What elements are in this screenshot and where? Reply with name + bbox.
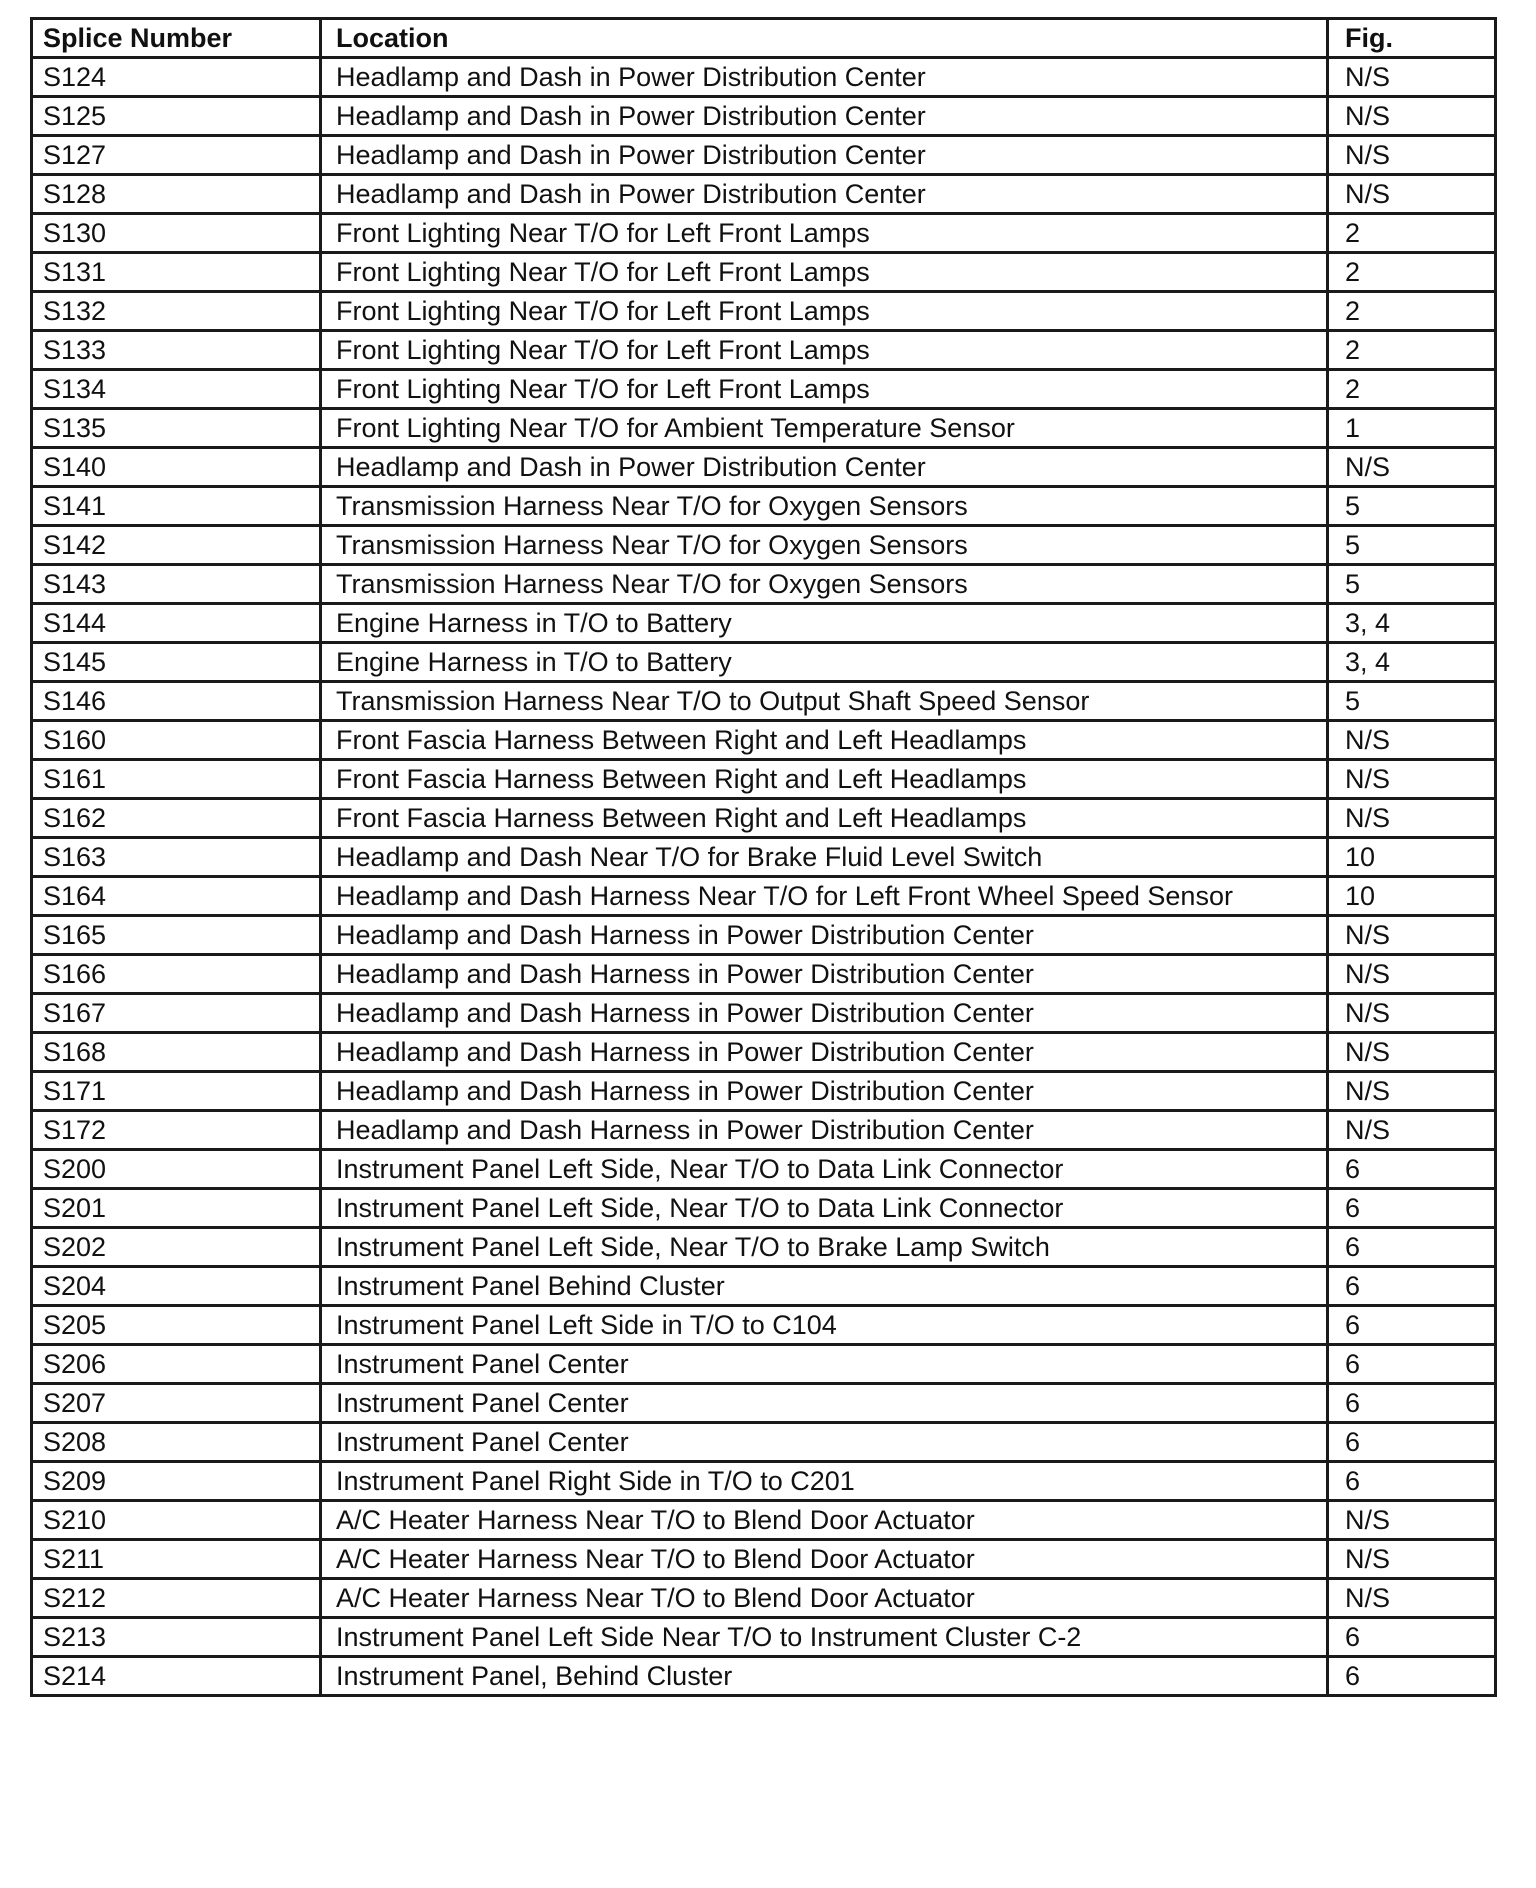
- fig-cell: N/S: [1328, 1540, 1496, 1579]
- fig-cell: 6: [1328, 1345, 1496, 1384]
- table-row: [32, 526, 1496, 565]
- table-row: [32, 604, 1496, 643]
- table-row: [32, 58, 1496, 97]
- table-row: [32, 1462, 1496, 1501]
- location-cell: Headlamp and Dash Harness in Power Distribution Center: [321, 916, 1328, 955]
- fig-cell: N/S: [1328, 136, 1496, 175]
- table-row: [32, 565, 1496, 604]
- splice-number-cell: S127: [32, 136, 321, 175]
- location-cell: Instrument Panel Behind Cluster: [321, 1267, 1328, 1306]
- splice-number-cell: S165: [32, 916, 321, 955]
- splice-number-cell: S167: [32, 994, 321, 1033]
- table-row: [32, 838, 1496, 877]
- splice-number-cell: S213: [32, 1618, 321, 1657]
- splice-number-cell: S166: [32, 955, 321, 994]
- table-row: [32, 994, 1496, 1033]
- splice-number-cell: S146: [32, 682, 321, 721]
- fig-cell: 5: [1328, 487, 1496, 526]
- splice-number-cell: S210: [32, 1501, 321, 1540]
- location-cell: Front Lighting Near T/O for Ambient Temperature Sensor: [321, 409, 1328, 448]
- table-row: [32, 799, 1496, 838]
- splice-number-cell: S208: [32, 1423, 321, 1462]
- fig-cell: N/S: [1328, 721, 1496, 760]
- table-row: [32, 916, 1496, 955]
- table-row: [32, 1111, 1496, 1150]
- location-cell: Headlamp and Dash Harness in Power Distribution Center: [321, 1033, 1328, 1072]
- location-cell: Engine Harness in T/O to Battery: [321, 643, 1328, 682]
- location-cell: Headlamp and Dash in Power Distribution Center: [321, 58, 1328, 97]
- fig-cell: 2: [1328, 253, 1496, 292]
- location-cell: Instrument Panel Left Side, Near T/O to Brake Lamp Switch: [321, 1228, 1328, 1267]
- table-row: [32, 97, 1496, 136]
- location-cell: Transmission Harness Near T/O for Oxygen Sensors: [321, 565, 1328, 604]
- table-row: [32, 877, 1496, 916]
- splice-number-cell: S134: [32, 370, 321, 409]
- location-cell: Front Lighting Near T/O for Left Front Lamps: [321, 331, 1328, 370]
- splice-number-cell: S130: [32, 214, 321, 253]
- fig-cell: 6: [1328, 1462, 1496, 1501]
- splice-number-cell: S161: [32, 760, 321, 799]
- table-row: [32, 1033, 1496, 1072]
- table-row: [32, 721, 1496, 760]
- fig-cell: 6: [1328, 1657, 1496, 1696]
- table-row: [32, 1345, 1496, 1384]
- location-cell: Instrument Panel Left Side in T/O to C104: [321, 1306, 1328, 1345]
- table-row: [32, 1540, 1496, 1579]
- fig-cell: 6: [1328, 1618, 1496, 1657]
- location-cell: Instrument Panel Left Side, Near T/O to Data Link Connector: [321, 1150, 1328, 1189]
- table-row: [32, 1150, 1496, 1189]
- table-row: [32, 1384, 1496, 1423]
- splice-number-cell: S164: [32, 877, 321, 916]
- fig-cell: N/S: [1328, 58, 1496, 97]
- table-row: [32, 487, 1496, 526]
- fig-cell: 1: [1328, 409, 1496, 448]
- splice-number-cell: S162: [32, 799, 321, 838]
- location-cell: A/C Heater Harness Near T/O to Blend Door Actuator: [321, 1579, 1328, 1618]
- location-cell: Engine Harness in T/O to Battery: [321, 604, 1328, 643]
- fig-cell: 6: [1328, 1384, 1496, 1423]
- location-cell: Instrument Panel Right Side in T/O to C201: [321, 1462, 1328, 1501]
- splice-number-cell: S132: [32, 292, 321, 331]
- location-cell: Headlamp and Dash in Power Distribution Center: [321, 136, 1328, 175]
- location-cell: Headlamp and Dash Near T/O for Brake Fluid Level Switch: [321, 838, 1328, 877]
- fig-cell: 5: [1328, 526, 1496, 565]
- fig-cell: 3, 4: [1328, 643, 1496, 682]
- splice-number-cell: S125: [32, 97, 321, 136]
- fig-cell: N/S: [1328, 760, 1496, 799]
- fig-cell: 2: [1328, 214, 1496, 253]
- table-row: [32, 136, 1496, 175]
- header-splice-number: Splice Number: [32, 19, 321, 58]
- splice-number-cell: S128: [32, 175, 321, 214]
- location-cell: Headlamp and Dash in Power Distribution Center: [321, 97, 1328, 136]
- splice-table-page: [30, 17, 1494, 1697]
- table-row: [32, 760, 1496, 799]
- fig-cell: 6: [1328, 1228, 1496, 1267]
- table-row: [32, 682, 1496, 721]
- fig-cell: 2: [1328, 331, 1496, 370]
- splice-number-cell: S144: [32, 604, 321, 643]
- splice-number-cell: S163: [32, 838, 321, 877]
- table-row: [32, 1618, 1496, 1657]
- location-cell: Instrument Panel Center: [321, 1384, 1328, 1423]
- splice-number-cell: S204: [32, 1267, 321, 1306]
- splice-number-cell: S168: [32, 1033, 321, 1072]
- table-row: [32, 214, 1496, 253]
- splice-number-cell: S206: [32, 1345, 321, 1384]
- table-row: [32, 1228, 1496, 1267]
- splice-number-cell: S171: [32, 1072, 321, 1111]
- splice-number-cell: S201: [32, 1189, 321, 1228]
- fig-cell: 5: [1328, 565, 1496, 604]
- splice-number-cell: S205: [32, 1306, 321, 1345]
- table-row: [32, 175, 1496, 214]
- location-cell: Headlamp and Dash in Power Distribution Center: [321, 175, 1328, 214]
- fig-cell: 6: [1328, 1306, 1496, 1345]
- splice-number-cell: S200: [32, 1150, 321, 1189]
- location-cell: Front Lighting Near T/O for Left Front Lamps: [321, 214, 1328, 253]
- table-row: [32, 955, 1496, 994]
- location-cell: A/C Heater Harness Near T/O to Blend Door Actuator: [321, 1501, 1328, 1540]
- location-cell: Instrument Panel Left Side Near T/O to Instrument Cluster C-2: [321, 1618, 1328, 1657]
- table-row: [32, 292, 1496, 331]
- fig-cell: N/S: [1328, 799, 1496, 838]
- location-cell: Instrument Panel Center: [321, 1345, 1328, 1384]
- location-cell: Front Lighting Near T/O for Left Front Lamps: [321, 370, 1328, 409]
- table-row: [32, 331, 1496, 370]
- table-row: [32, 1423, 1496, 1462]
- location-cell: Front Fascia Harness Between Right and Left Headlamps: [321, 799, 1328, 838]
- splice-number-cell: S131: [32, 253, 321, 292]
- fig-cell: N/S: [1328, 1579, 1496, 1618]
- fig-cell: 2: [1328, 292, 1496, 331]
- fig-cell: 10: [1328, 877, 1496, 916]
- header-fig: Fig.: [1328, 19, 1496, 58]
- table-row: [32, 1501, 1496, 1540]
- splice-number-cell: S202: [32, 1228, 321, 1267]
- splice-location-table: [30, 17, 1497, 1697]
- splice-number-cell: S140: [32, 448, 321, 487]
- table-body: [32, 58, 1496, 1696]
- table-row: [32, 370, 1496, 409]
- table-row: [32, 1657, 1496, 1696]
- table-header-row: [32, 19, 1496, 58]
- splice-number-cell: S145: [32, 643, 321, 682]
- location-cell: Headlamp and Dash Harness in Power Distribution Center: [321, 1072, 1328, 1111]
- location-cell: Headlamp and Dash Harness in Power Distribution Center: [321, 955, 1328, 994]
- fig-cell: N/S: [1328, 448, 1496, 487]
- fig-cell: N/S: [1328, 1111, 1496, 1150]
- fig-cell: 6: [1328, 1267, 1496, 1306]
- fig-cell: N/S: [1328, 994, 1496, 1033]
- table-row: [32, 1579, 1496, 1618]
- fig-cell: N/S: [1328, 1501, 1496, 1540]
- location-cell: Headlamp and Dash in Power Distribution Center: [321, 448, 1328, 487]
- splice-number-cell: S124: [32, 58, 321, 97]
- fig-cell: 6: [1328, 1423, 1496, 1462]
- splice-number-cell: S133: [32, 331, 321, 370]
- fig-cell: N/S: [1328, 175, 1496, 214]
- location-cell: Instrument Panel Left Side, Near T/O to Data Link Connector: [321, 1189, 1328, 1228]
- splice-number-cell: S141: [32, 487, 321, 526]
- location-cell: Headlamp and Dash Harness in Power Distribution Center: [321, 1111, 1328, 1150]
- location-cell: Headlamp and Dash Harness in Power Distribution Center: [321, 994, 1328, 1033]
- fig-cell: N/S: [1328, 916, 1496, 955]
- location-cell: Transmission Harness Near T/O for Oxygen Sensors: [321, 487, 1328, 526]
- table-row: [32, 1072, 1496, 1111]
- table-row: [32, 1189, 1496, 1228]
- table-row: [32, 1267, 1496, 1306]
- splice-number-cell: S207: [32, 1384, 321, 1423]
- fig-cell: 5: [1328, 682, 1496, 721]
- location-cell: Transmission Harness Near T/O to Output Shaft Speed Sensor: [321, 682, 1328, 721]
- location-cell: Front Lighting Near T/O for Left Front Lamps: [321, 253, 1328, 292]
- location-cell: Instrument Panel Center: [321, 1423, 1328, 1462]
- splice-number-cell: S160: [32, 721, 321, 760]
- table-row: [32, 643, 1496, 682]
- splice-number-cell: S142: [32, 526, 321, 565]
- fig-cell: 6: [1328, 1189, 1496, 1228]
- fig-cell: 2: [1328, 370, 1496, 409]
- fig-cell: N/S: [1328, 97, 1496, 136]
- table-row: [32, 448, 1496, 487]
- location-cell: A/C Heater Harness Near T/O to Blend Door Actuator: [321, 1540, 1328, 1579]
- location-cell: Front Lighting Near T/O for Left Front Lamps: [321, 292, 1328, 331]
- splice-number-cell: S135: [32, 409, 321, 448]
- splice-number-cell: S214: [32, 1657, 321, 1696]
- splice-number-cell: S212: [32, 1579, 321, 1618]
- fig-cell: 10: [1328, 838, 1496, 877]
- fig-cell: N/S: [1328, 1072, 1496, 1111]
- location-cell: Transmission Harness Near T/O for Oxygen Sensors: [321, 526, 1328, 565]
- splice-number-cell: S172: [32, 1111, 321, 1150]
- header-location: Location: [321, 19, 1328, 58]
- fig-cell: 3, 4: [1328, 604, 1496, 643]
- table-row: [32, 409, 1496, 448]
- fig-cell: N/S: [1328, 955, 1496, 994]
- location-cell: Front Fascia Harness Between Right and Left Headlamps: [321, 760, 1328, 799]
- fig-cell: N/S: [1328, 1033, 1496, 1072]
- table-row: [32, 253, 1496, 292]
- table-row: [32, 1306, 1496, 1345]
- location-cell: Headlamp and Dash Harness Near T/O for Left Front Wheel Speed Sensor: [321, 877, 1328, 916]
- location-cell: Front Fascia Harness Between Right and Left Headlamps: [321, 721, 1328, 760]
- splice-number-cell: S143: [32, 565, 321, 604]
- location-cell: Instrument Panel, Behind Cluster: [321, 1657, 1328, 1696]
- fig-cell: 6: [1328, 1150, 1496, 1189]
- splice-number-cell: S211: [32, 1540, 321, 1579]
- splice-number-cell: S209: [32, 1462, 321, 1501]
